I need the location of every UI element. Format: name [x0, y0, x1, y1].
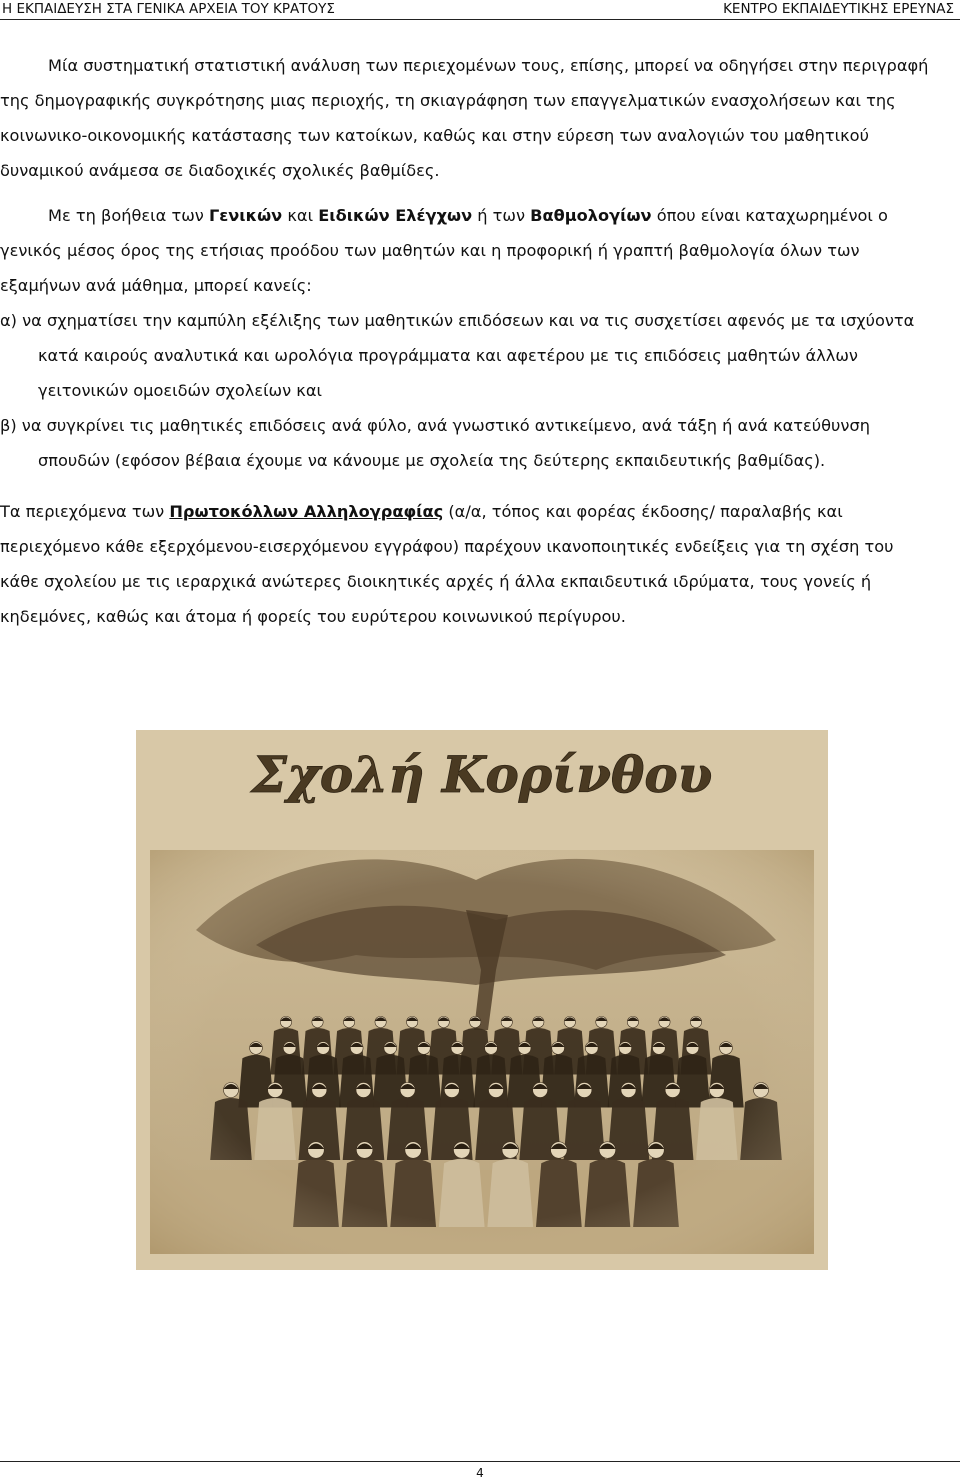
paragraph-statistical-analysis: [0, 48, 960, 188]
text-run: Με τη βοήθεια των: [48, 206, 209, 225]
bold-term-general-controls: Γενικών: [208, 206, 283, 225]
text-line: α) να σχηματίσει την καμπύλη εξέλιξης των μαθητικών επιδόσεων και να τις συσχετίσει αφενός με τα ισχύοντα: [0, 311, 915, 330]
text-line: κοινωνικο-οικονομικής κατάστασης των κατοίκων, καθώς και στην εύρεση των αναλογιών του μαθητικού: [0, 126, 869, 145]
text-line: κηδεμόνες, καθώς και άτομα ή φορείς του ευρύτερου κοινωνικού περίγυρου.: [0, 607, 626, 626]
text-line: κάθε σχολείου με τις ιεραρχικά ανώτερες διοικητικές αρχές ή άλλα εκπαιδευτικά ιδρύματα, τους γονείς ή: [0, 572, 872, 591]
bold-term-correspondence-protocols: Πρωτοκόλλων Αλληλογραφίας: [169, 502, 444, 521]
bold-term-grade-books: Βαθμολογίων: [530, 206, 652, 225]
text-line: δυναμικού ανάμεσα σε διαδοχικές σχολικές βαθμίδες.: [0, 161, 440, 180]
text-run: ή των: [472, 206, 531, 225]
text-run: (α/α, τόπος και φορέας έκδοσης/ παραλαβής και: [443, 502, 843, 521]
photo-vignette: [150, 850, 814, 1254]
page-header: [0, 0, 960, 22]
text-line: γειτονικών ομοειδών σχολείων και: [38, 381, 322, 400]
text-line: [0, 494, 960, 529]
text-line: εξαμήνων ανά μάθημα, μπορεί κανείς:: [0, 276, 312, 295]
photo-illustration: [136, 730, 828, 1270]
document-body: [0, 48, 960, 634]
bold-term-special-controls: Ειδικών Ελέγχων: [318, 206, 473, 225]
historical-school-photo: [136, 730, 828, 1270]
text-line: γενικός μέσος όρος της ετήσιας προόδου των μαθητών και η προφορική ή γραπτή βαθμολογία όλων των: [0, 241, 860, 260]
text-line: Μία συστηματική στατιστική ανάλυση των περιεχομένων τους, επίσης, μπορεί να οδηγήσει στην περιγραφή: [48, 56, 929, 75]
text-line: β) να συγκρίνει τις μαθητικές επιδόσεις ανά φύλο, ανά γνωστικό αντικείμενο, ανά τάξη ή ανά κατεύθυνση: [0, 416, 870, 435]
text-run: Τα περιεχόμενα των: [0, 502, 170, 521]
text-run: και: [282, 206, 319, 225]
text-line: [0, 198, 960, 233]
paragraph-correspondence-protocols: [0, 494, 960, 634]
text-line: κατά καιρούς αναλυτικά και ωρολόγια προγράμματα και αφετέρου με τις επιδόσεις μαθητών άλλων: [38, 346, 858, 365]
photo-script-caption: Σχολή Κορίνθου: [251, 745, 713, 804]
footer-rule: [0, 1461, 960, 1462]
list-item-b: [0, 408, 960, 478]
header-right-title: ΚΕΝΤΡΟ ΕΚΠΑΙΔΕΥΤΙΚΗΣ ΕΡΕΥΝΑΣ: [723, 1, 954, 17]
text-run: όπου είναι καταχωρημένοι ο: [651, 206, 888, 225]
paragraph-grade-records: [0, 198, 960, 303]
text-line: σπουδών (εφόσον βέβαια έχουμε να κάνουμε με σχολεία της δεύτερης εκπαιδευτικής βαθμίδας).: [38, 451, 826, 470]
header-rule: [0, 19, 960, 20]
text-line: περιεχόμενο κάθε εξερχόμενου-εισερχόμενου εγγράφου) παρέχουν ικανοποιητικές ενδείξεις για τη σχέση του: [0, 537, 894, 556]
text-line: της δημογραφικής συγκρότησης μιας περιοχής, τη σκιαγράφηση των επαγγελματικών ενασχολήσεων και της: [0, 91, 896, 110]
header-left-title: Η ΕΚΠΑΙΔΕΥΣΗ ΣΤΑ ΓΕΝΙΚΑ ΑΡΧΕΙΑ ΤΟΥ ΚΡΑΤΟΥΣ: [2, 1, 335, 17]
page-number: 4: [476, 1466, 484, 1480]
list-item-a: [0, 303, 960, 408]
